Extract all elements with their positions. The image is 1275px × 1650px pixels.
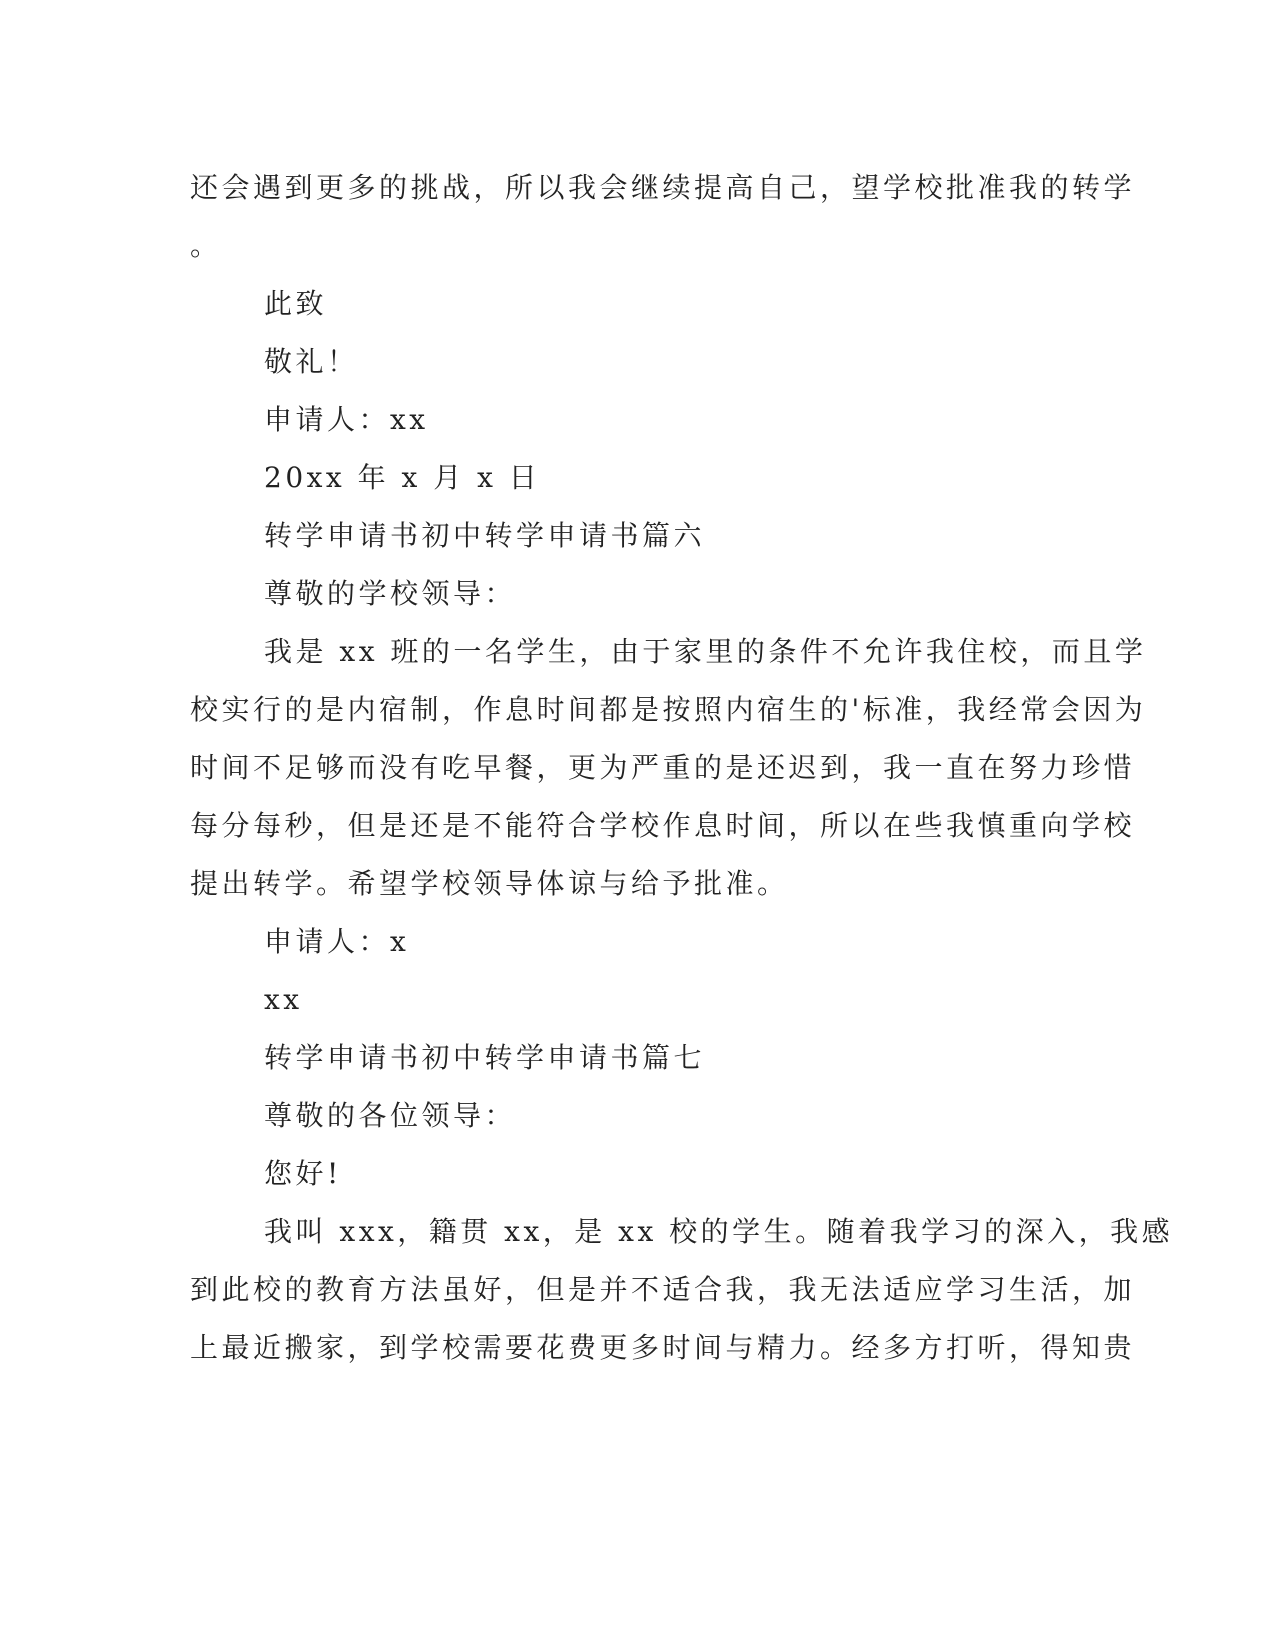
letter-greeting: 尊敬的各位领导：: [264, 1099, 517, 1132]
letter-hello: 您好!: [264, 1157, 342, 1190]
letter-greeting: 尊敬的学校领导：: [264, 577, 517, 610]
body-line: 每分每秒，但是还是不能符合学校作息时间，所以在些我慎重向学校: [190, 809, 1136, 842]
applicant-name: 申请人：xx: [264, 403, 429, 436]
body-line: 上最近搬家，到学校需要花费更多时间与精力。经多方打听，得知贵: [190, 1331, 1136, 1364]
body-line: 到此校的教育方法虽好，但是并不适合我，我无法适应学习生活，加: [190, 1273, 1136, 1306]
body-line: 还会遇到更多的挑战，所以我会继续提高自己，望学校批准我的转学: [190, 171, 1136, 204]
applicant-name: 申请人：x: [264, 925, 410, 958]
application-date: 20xx 年 x 月 x 日: [264, 461, 541, 494]
closing-regards: 敬礼！: [264, 345, 359, 378]
body-line: 。: [190, 229, 222, 262]
closing-salutation: 此致: [264, 287, 328, 320]
body-line: 我叫 xxx，籍贯 xx，是 xx 校的学生。随着我学习的深入，我感: [264, 1215, 1174, 1248]
body-line: 时间不足够而没有吃早餐，更为严重的是还迟到，我一直在努力珍惜: [190, 751, 1136, 784]
body-line: 提出转学。希望学校领导体谅与给予批准。: [190, 867, 789, 900]
body-line: 我是 xx 班的一名学生，由于家里的条件不允许我住校，而且学: [264, 635, 1147, 668]
section-heading: 转学申请书初中转学申请书篇六: [264, 519, 706, 552]
section-heading: 转学申请书初中转学申请书篇七: [264, 1041, 706, 1074]
body-line: 校实行的是内宿制，作息时间都是按照内宿生的'标准，我经常会因为: [190, 693, 1147, 726]
application-date: xx: [264, 983, 303, 1016]
